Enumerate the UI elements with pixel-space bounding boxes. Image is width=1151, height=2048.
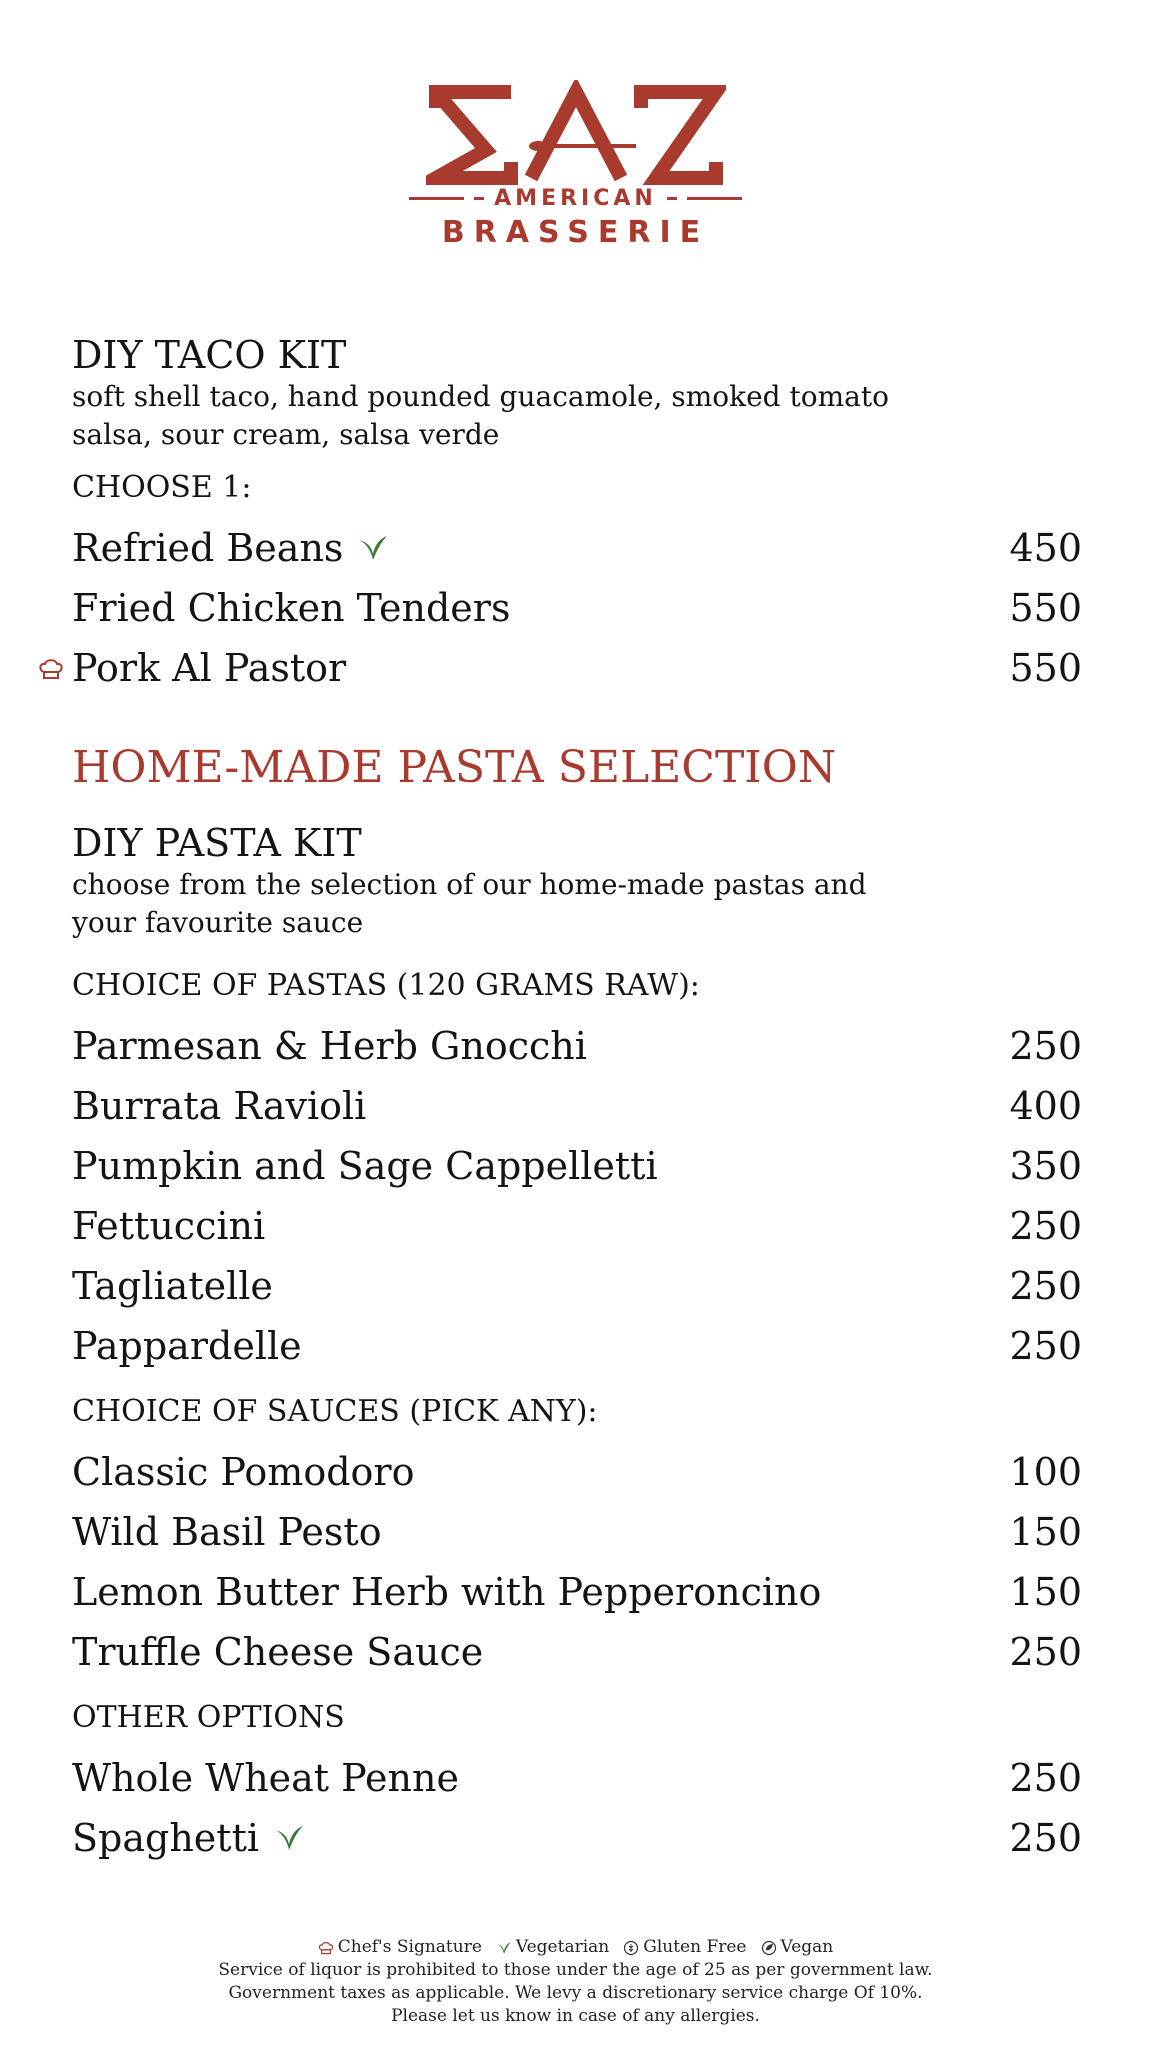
- taco-kit-desc-1: soft shell taco, hand pounded guacamole, smoked tomato: [72, 380, 889, 413]
- menu-item-name: Refried Beans: [72, 526, 344, 570]
- pasta-kit-desc-1: choose from the selection of our home-made pastas and: [72, 868, 867, 901]
- legend-chef-label: Chef's Signature: [337, 1937, 482, 1957]
- menu-item: [72, 1748, 1082, 1808]
- menu-item-price: 400: [1009, 1084, 1082, 1128]
- menu-item: [72, 578, 1082, 638]
- menu-item: [72, 638, 1082, 698]
- menu-item-price: 550: [1009, 646, 1082, 690]
- taco-kit-desc-2: salsa, sour cream, salsa verde: [72, 418, 500, 451]
- menu-item-name: Burrata Ravioli: [72, 1084, 367, 1128]
- menu-item-price: 350: [1009, 1144, 1082, 1188]
- legend-veg-label: Vegetarian: [515, 1937, 610, 1957]
- menu-item-price: 250: [1009, 1024, 1082, 1068]
- logo-american: AMERICAN: [494, 186, 657, 211]
- legend: [0, 1936, 1151, 1959]
- pasta-kit-desc-2: your favourite sauce: [72, 906, 364, 939]
- pastas-heading: CHOICE OF PASTAS (120 GRAMS RAW):: [72, 968, 700, 1003]
- menu-item-name: Pappardelle: [72, 1324, 302, 1368]
- taco-kit-title: DIY TACO KIT: [72, 333, 347, 377]
- menu-item-price: 250: [1009, 1204, 1082, 1248]
- saz-logo-mark: [426, 80, 726, 190]
- taco-choose-heading: CHOOSE 1:: [72, 470, 252, 505]
- menu-item-price: 250: [1009, 1324, 1082, 1368]
- menu-item-price: 250: [1009, 1264, 1082, 1308]
- menu-item-name: Parmesan & Herb Gnocchi: [72, 1024, 587, 1068]
- menu-item-price: 100: [1009, 1450, 1082, 1494]
- vegetarian-icon: [273, 1822, 305, 1854]
- menu-item-name: Truffle Cheese Sauce: [72, 1630, 484, 1674]
- menu-item: [72, 1562, 1082, 1622]
- footer-allergy-notice: Please let us know in case of any allergies.: [391, 2006, 760, 2026]
- menu-item-name: Whole Wheat Penne: [72, 1756, 459, 1800]
- chef-signature-icon: [38, 656, 64, 682]
- menu-item-name: Pumpkin and Sage Cappelletti: [72, 1144, 658, 1188]
- menu-item: [72, 1622, 1082, 1682]
- menu-item-name: Spaghetti: [72, 1816, 259, 1860]
- legend-vegan-label: Vegan: [780, 1937, 834, 1957]
- vegan-icon: [761, 1940, 777, 1956]
- menu-item: [72, 1016, 1082, 1076]
- pasta-kit-title: DIY PASTA KIT: [72, 821, 362, 865]
- menu-footer: [0, 1936, 1151, 2028]
- menu-item-price: 250: [1009, 1756, 1082, 1800]
- sauces-heading: CHOICE OF SAUCES (PICK ANY):: [72, 1394, 598, 1429]
- logo-brasserie: BRASSERIE: [441, 215, 710, 250]
- vegetarian-icon: [357, 532, 389, 564]
- chef-signature-icon: [318, 1940, 334, 1956]
- menu-item: [72, 1502, 1082, 1562]
- menu-item: [72, 1256, 1082, 1316]
- vegetarian-icon: [496, 1940, 512, 1956]
- menu-item-name: Fettuccini: [72, 1204, 266, 1248]
- menu-item-price: 150: [1009, 1570, 1082, 1614]
- menu-item: [72, 1076, 1082, 1136]
- other-options-heading: OTHER OPTIONS: [72, 1700, 345, 1735]
- gluten-free-icon: [623, 1940, 639, 1956]
- menu-item-price: 250: [1009, 1816, 1082, 1860]
- menu-item-name: Classic Pomodoro: [72, 1450, 415, 1494]
- menu-item-price: 450: [1009, 526, 1082, 570]
- menu-item-price: 150: [1009, 1510, 1082, 1554]
- menu-item: [72, 1808, 1082, 1868]
- menu-item: [72, 1442, 1082, 1502]
- pasta-section-title: HOME-MADE PASTA SELECTION: [72, 742, 837, 793]
- menu-item-price: 550: [1009, 586, 1082, 630]
- menu-item-name: Pork Al Pastor: [72, 646, 347, 690]
- legend-gf-label: Gluten Free: [643, 1937, 747, 1957]
- menu-item-name: Fried Chicken Tenders: [72, 586, 511, 630]
- menu-item-name: Wild Basil Pesto: [72, 1510, 382, 1554]
- menu-item: [72, 1136, 1082, 1196]
- menu-item-name: Tagliatelle: [72, 1264, 273, 1308]
- brand-logo: [0, 80, 1151, 250]
- menu-item: [72, 1196, 1082, 1256]
- menu-item-price: 250: [1009, 1630, 1082, 1674]
- menu-content: [72, 332, 1082, 1868]
- footer-tax-notice: Government taxes as applicable. We levy a discretionary service charge Of 10%.: [228, 1983, 923, 2003]
- footer-liquor-notice: Service of liquor is prohibited to those under the age of 25 as per government law.: [218, 1960, 933, 1980]
- menu-item-name: Lemon Butter Herb with Pepperoncino: [72, 1570, 822, 1614]
- menu-item: [72, 1316, 1082, 1376]
- menu-item: [72, 518, 1082, 578]
